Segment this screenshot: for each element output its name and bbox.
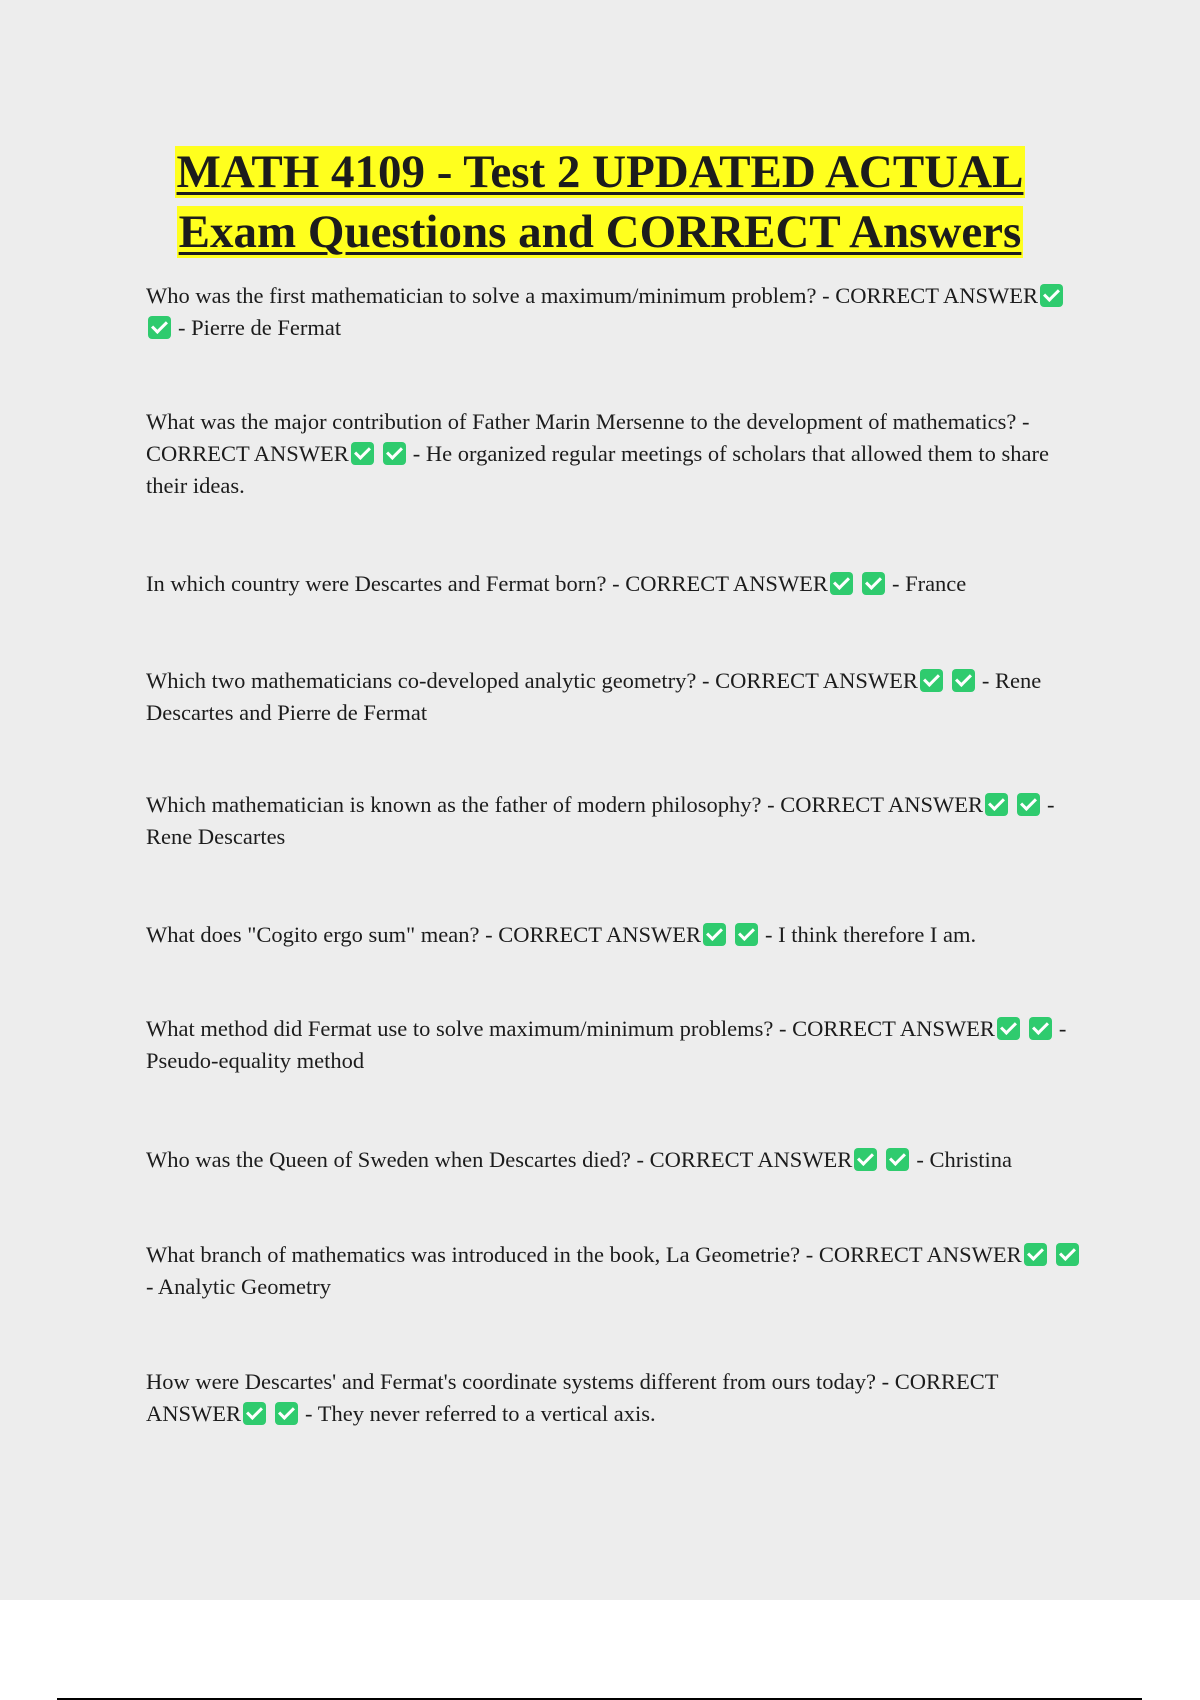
answer-text: France xyxy=(905,571,967,596)
green-checkmark-icon xyxy=(920,669,943,692)
green-checkmark-icon xyxy=(383,442,406,465)
answer-text: Rene Descartes xyxy=(146,824,286,849)
answer-text: Christina xyxy=(929,1147,1012,1172)
qa-item: Who was the Queen of Sweden when Descartes died? - CORRECT ANSWER - Christina xyxy=(146,1147,1012,1172)
green-checkmark-icon xyxy=(703,923,726,946)
green-checkmark-icon xyxy=(275,1402,298,1425)
green-checkmark-icon xyxy=(1056,1243,1079,1266)
answer-text: Analytic Geometry xyxy=(157,1274,331,1299)
question-text: Which mathematician is known as the father of modern philosophy? xyxy=(146,792,762,817)
answer-label: - CORRECT ANSWER xyxy=(146,1369,999,1426)
green-checkmark-icon xyxy=(243,1402,266,1425)
green-checkmark-icon xyxy=(735,923,758,946)
answer-label: - CORRECT ANSWER xyxy=(767,792,983,817)
green-checkmark-icon xyxy=(1024,1243,1047,1266)
answer-label: - CORRECT ANSWER xyxy=(702,668,918,693)
qa-item: Which two mathematicians co-developed analytic geometry? - CORRECT ANSWER - Rene Descartes and Pierre de Fermat xyxy=(146,668,1042,725)
question-text: In which country were Descartes and Fermat born? xyxy=(146,571,607,596)
answer-text: Pierre de Fermat xyxy=(191,315,342,340)
answer-label: - CORRECT ANSWER xyxy=(146,409,1030,466)
green-checkmark-icon xyxy=(997,1017,1020,1040)
qa-item: Who was the first mathematician to solve a maximum/minimum problem? - CORRECT ANSWER- Pierre de Fermat xyxy=(146,280,1086,344)
answer-text: They never referred to a vertical axis. xyxy=(317,1401,656,1426)
answer-label: - CORRECT ANSWER xyxy=(636,1147,853,1172)
green-checkmark-icon xyxy=(351,442,374,465)
answer-text: Rene Descartes and Pierre de Fermat xyxy=(146,668,1042,725)
answer-text: Pseudo-equality method xyxy=(146,1048,365,1073)
answer-label: - CORRECT ANSWER xyxy=(485,922,701,947)
green-checkmark-icon xyxy=(1040,284,1063,307)
green-checkmark-icon xyxy=(148,316,171,339)
question-text: What method did Fermat use to solve maximum/minimum problems? xyxy=(146,1016,774,1041)
green-checkmark-icon xyxy=(985,793,1008,816)
green-checkmark-icon xyxy=(886,1148,909,1171)
qa-item: What does "Cogito ergo sum" mean? - CORRECT ANSWER - I think therefore I am. xyxy=(146,922,977,947)
question-text: Who was the first mathematician to solve a maximum/minimum problem? xyxy=(146,283,817,308)
qa-item: In which country were Descartes and Fermat born? - CORRECT ANSWER - France xyxy=(146,571,967,596)
qa-item: How were Descartes' and Fermat's coordinate systems different from ours today? - CORRECT ANSWER - They never referred to a vertical axis. xyxy=(146,1369,999,1426)
title-block xyxy=(0,142,1200,262)
question-text: Who was the Queen of Sweden when Descartes died? xyxy=(146,1147,631,1172)
green-checkmark-icon xyxy=(854,1148,877,1171)
qa-item: Which mathematician is known as the father of modern philosophy? - CORRECT ANSWER - Rene Descartes xyxy=(146,792,1055,849)
question-text: How were Descartes' and Fermat's coordinate systems different from ours today? xyxy=(146,1369,876,1394)
qa-item: What branch of mathematics was introduced in the book, La Geometrie? - CORRECT ANSWER- Analytic Geometry xyxy=(146,1239,1086,1303)
document-title: MATH 4109 - Test 2 UPDATED ACTUAL Exam Questions and CORRECT Answers xyxy=(176,146,1024,258)
answer-label: - CORRECT ANSWER xyxy=(779,1016,995,1041)
answer-label: - CORRECT ANSWER xyxy=(805,1242,1022,1267)
green-checkmark-icon xyxy=(830,572,853,595)
green-checkmark-icon xyxy=(862,572,885,595)
qa-item: What method did Fermat use to solve maximum/minimum problems? - CORRECT ANSWER - Pseudo-equality method xyxy=(146,1016,1067,1073)
question-text: What was the major contribution of Father Marin Mersenne to the development of mathematics? xyxy=(146,409,1017,434)
qa-item: What was the major contribution of Father Marin Mersenne to the development of mathematics? - CORRECT ANSWER - He organized regular meetings of scholars that allowed them to share their ideas. xyxy=(146,409,1049,498)
question-text: What branch of mathematics was introduced in the book, La Geometrie? xyxy=(146,1242,801,1267)
green-checkmark-icon xyxy=(1017,793,1040,816)
green-checkmark-icon xyxy=(1029,1017,1052,1040)
green-checkmark-icon xyxy=(952,669,975,692)
answer-label: - CORRECT ANSWER xyxy=(822,283,1038,308)
answer-text: He organized regular meetings of scholars that allowed them to share their ideas. xyxy=(146,441,1049,498)
question-text: What does "Cogito ergo sum" mean? xyxy=(146,922,480,947)
question-text: Which two mathematicians co-developed analytic geometry? xyxy=(146,668,697,693)
answer-text: I think therefore I am. xyxy=(778,922,977,947)
answer-label: - CORRECT ANSWER xyxy=(612,571,828,596)
